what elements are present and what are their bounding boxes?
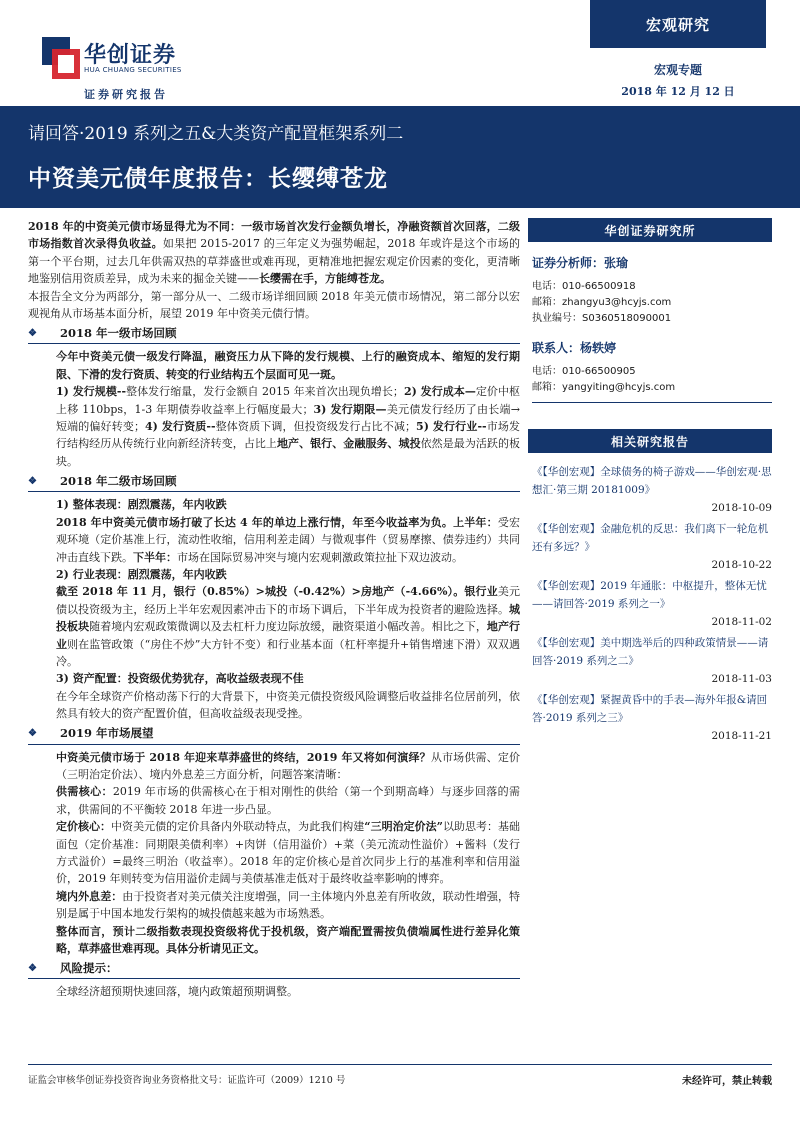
related-report-date: 2018-11-03 bbox=[711, 673, 772, 685]
point-text: 整体发行缩量，发行金额自 2015 年来首次出现负增长； bbox=[126, 385, 404, 399]
half-label: 下半年： bbox=[133, 550, 177, 564]
sidebar bbox=[528, 218, 772, 742]
industry-text: 美元债以投资级为主，经历上半年宏观因素冲击下的市场下调后，下半年成为投资者的避险选择。 bbox=[56, 585, 520, 616]
point-label: 3) 发行期限— bbox=[313, 402, 387, 416]
outlook-conclusion: 整体而言，预计二级指数表现投资级将优于投机级，资产端配置需按负债端属性进行差异化策略，草莽盛世难再现。具体分析请见正文。 bbox=[56, 924, 520, 956]
outlook-text: 中资美元债的定价具备内外联动特点，为此我们构建 bbox=[111, 820, 365, 834]
contact-name: 联系人：杨轶婷 bbox=[532, 341, 617, 355]
outlook-label: 供需核心： bbox=[56, 785, 113, 799]
summary-bold-lead: 2018 年的中资美元债市场显得尤为不同：一级市场首次发行金额负增长，净融资额首次回落，二级市场指数首次录得负收益。 bbox=[28, 220, 520, 251]
half-text: 市场在国际贸易冲突与境内宏观刺激政策拉扯下双边波动。 bbox=[177, 550, 463, 564]
overall-paragraph bbox=[56, 514, 520, 566]
supply-paragraph bbox=[56, 783, 520, 818]
point-text: 整体资质下调，但投资级发行占比不减； bbox=[215, 420, 417, 434]
summary-bold-tail: 长缨需在手，方能缚苍龙。 bbox=[259, 272, 391, 286]
outlook-label: 定价核心： bbox=[56, 820, 112, 834]
related-report[interactable] bbox=[528, 691, 772, 742]
related-report-title[interactable]: 《【华创宏观】全球债务的椅子游戏——华创宏观·思想汇·第三期 20181009》 bbox=[532, 466, 772, 496]
allocation-paragraph: 在今年全球资产价格动荡下行的大背景下，中资美元债投资级风险调整后收益排名位居前列，依然具有较大的资产配置价值，但高收益级表现受挫。 bbox=[56, 689, 520, 721]
sub-category: 宏观专题 bbox=[653, 63, 702, 77]
report-type: 证券研究报告 bbox=[84, 88, 168, 101]
related-report-title[interactable]: 《【华创宏观】美中期选举后的四种政策情景——请回答·2019 系列之二》 bbox=[532, 637, 769, 667]
contact-phone: 电话：010-66500905 bbox=[532, 366, 636, 377]
outlook-text: 从市场供需、定价（三明治定价法）、境内外息差三方面分析，问题答案清晰： bbox=[56, 750, 521, 781]
summary-text: 如果把 2015-2017 的三年定义为强势崛起，2018 年或许是这个市场的第一个平台期，过去几年供需双热的草莽盛世或难再现，更精准地把握宏观定价因素的变化，更清晰地鉴别信用资质差异，成为未来的掘金关键—— bbox=[28, 237, 521, 286]
point-label: 4) 发行资质-- bbox=[144, 420, 216, 434]
secondary-market-body bbox=[28, 496, 520, 722]
section-heading-primary bbox=[28, 324, 520, 344]
outlook-label: 境内外息差： bbox=[56, 889, 123, 903]
section-title: 2019 年市场展望 bbox=[60, 726, 154, 741]
point-label: 2) 发行成本— bbox=[403, 385, 476, 399]
outlook-text: 2019 年市场的供需核心在于相对刚性的供给（第一个到期高峰）与逐步回落的需求，供需间的不平衡较 2018 年进一步凸显。 bbox=[56, 785, 521, 816]
risk-body bbox=[28, 983, 520, 1000]
industry-label: 城投板块 bbox=[56, 602, 520, 634]
contact-email: 邮箱：yangyiting@hcyjs.com bbox=[532, 382, 676, 393]
outlook-question: 中资美元债市场于 2018 年迎来草莽盛世的终结，2019 年又将如何演绎？ bbox=[56, 750, 431, 764]
summary-paragraph-1 bbox=[28, 218, 520, 288]
half-label: 上半年： bbox=[453, 515, 498, 529]
diamond-bullet-icon: ❖ bbox=[28, 963, 37, 975]
report-date: 2018 年 12 月 12 日 bbox=[621, 85, 735, 98]
outlook-body bbox=[28, 749, 520, 958]
industry-label: 银行业 bbox=[464, 585, 498, 599]
company-name-en: HUA CHUANG SECURITIES bbox=[84, 66, 182, 74]
related-report-date: 2018-11-21 bbox=[711, 730, 772, 742]
primary-market-body bbox=[28, 348, 520, 470]
risk-text: 全球经济超预期快速回落，境内政策超预期调整。 bbox=[56, 985, 298, 999]
industry-lead: 截至 2018 年 11 月，银行（0.85%）>城投（-0.42%）>房地产（-4.66%）。 bbox=[56, 585, 465, 599]
main-content bbox=[28, 218, 520, 1001]
spread-paragraph bbox=[56, 888, 520, 923]
point-text: 定价中枢上移 110bps，1-3 年期债券收益率上行幅度最大； bbox=[56, 385, 520, 416]
related-report[interactable] bbox=[528, 634, 772, 685]
related-reports-list bbox=[528, 463, 772, 742]
outlook-text: 以助思考：基础面包（定价基准：同期限美债利率）+肉饼（信用溢价）+菜（美元流动性溢价）+酱料（发行方式溢价）=最终三明治（收益率）。2018 年的定价核心是首次同步上行的基准利率和信用溢价，2019 年则转变为信用溢价走阔与美债基准走低对于最终收益率影响的博弈。 bbox=[56, 820, 521, 886]
related-report[interactable] bbox=[528, 577, 772, 628]
half-text: 受宏观环境（定价基准上行，流动性收缩，信用利差走阔）与微观事件（贸易摩擦、债券违约）共同冲击直线下跌。 bbox=[56, 515, 520, 564]
institute-heading: 华创证券研究所 bbox=[528, 218, 772, 242]
diamond-bullet-icon: ❖ bbox=[28, 728, 37, 740]
primary-lead: 今年中资美元债一级发行降温，融资压力从下降的发行规模、上行的融资成本、缩短的发行期限、下滑的发行资质、转变的行业结构五个层面可见一斑。 bbox=[56, 350, 520, 381]
primary-points bbox=[56, 383, 520, 470]
related-report-title[interactable]: 《【华创宏观】2019 年通胀：中枢提升，整体无忧——请回答·2019 系列之一》 bbox=[532, 580, 767, 610]
industry-text: 随着境内宏观政策微调以及去杠杆力度边际放缓，融资渠道小幅改善。相比之下， bbox=[89, 620, 487, 634]
related-report-date: 2018-10-22 bbox=[711, 559, 772, 571]
point-text: 市场发行结构经历从传统行业向新经济转变，占比上 bbox=[56, 420, 520, 451]
related-report-date: 2018-11-02 bbox=[711, 616, 772, 628]
point-label: 1) 发行规模-- bbox=[56, 385, 127, 399]
industry-paragraph bbox=[56, 583, 520, 670]
diamond-bullet-icon: ❖ bbox=[28, 328, 37, 340]
footer-license: 证监会审核华创证券投资咨询业务资格批文号：证监许可（2009）1210 号 bbox=[28, 1075, 346, 1086]
point-label: 5) 发行行业-- bbox=[416, 420, 487, 434]
analyst-email: 邮箱：zhangyu3@hcyjs.com bbox=[532, 297, 672, 308]
section-title: 2018 年二级市场回顾 bbox=[60, 474, 177, 489]
related-reports-heading: 相关研究报告 bbox=[528, 429, 772, 453]
main-title: 中资美元债年度报告：长缨缚苍龙 bbox=[28, 165, 388, 192]
related-report-date: 2018-10-09 bbox=[711, 502, 772, 514]
section-title: 风险提示： bbox=[60, 961, 118, 976]
section-heading-secondary bbox=[28, 472, 520, 492]
related-report-title[interactable]: 《【华创宏观】金融危机的反思：我们离下一轮危机还有多远？》 bbox=[532, 523, 769, 553]
related-report[interactable] bbox=[528, 463, 772, 514]
footer-notice: 未经许可，禁止转载 bbox=[682, 1076, 772, 1087]
section-heading-risk bbox=[28, 959, 520, 979]
point-text: 美元债发行经历了由长端→短端的偏好转变； bbox=[56, 402, 520, 434]
series-title: 请回答·2019 系列之五&大类资产配置框架系列二 bbox=[28, 124, 404, 144]
subhead-allocation: 3) 资产配置：投资级优势犹存，高收益级表现不佳 bbox=[56, 672, 304, 686]
footer-divider bbox=[28, 1064, 772, 1065]
subhead-industry: 2) 行业表现：剧烈震荡，年内收跌 bbox=[56, 567, 227, 581]
point-text: 依然是最为活跃的板块。 bbox=[56, 437, 521, 468]
company-name: 华创证券 bbox=[84, 43, 177, 68]
analyst-license: 执业编号：S0360518090001 bbox=[532, 313, 672, 324]
section-heading-outlook bbox=[28, 725, 520, 745]
outlook-text: 由于投资者对美元债关注度增强，同一主体境内外息差有所收敛，联动性增强，特别是属于中国本地发行架构的城投债越来越为市场熟悉。 bbox=[56, 889, 521, 921]
section-title: 2018 年一级市场回顾 bbox=[60, 326, 177, 341]
analyst-phone: 电话：010-66500918 bbox=[532, 281, 636, 292]
sidebar-divider bbox=[532, 402, 772, 403]
diamond-bullet-icon: ❖ bbox=[28, 476, 37, 488]
overall-lead: 2018 年中资美元债市场打破了长达 4 年的单边上涨行情，年至今收益率为负。 bbox=[56, 515, 454, 529]
related-report-title[interactable]: 《【华创宏观】紧握黄昏中的手表—海外年报&请回答·2019 系列之三》 bbox=[532, 694, 768, 724]
industry-text: 则在监管政策（“房住不炒”大方针不变）和行业基本面（杠杆率提升+销售增速下滑）双双遇冷。 bbox=[56, 637, 521, 668]
subhead-overall: 1) 整体表现：剧烈震荡，年内收跌 bbox=[56, 498, 227, 512]
point-bold: 地产、银行、金融服务、城投 bbox=[276, 437, 421, 451]
industry-label: 地产行业 bbox=[56, 620, 521, 651]
analyst-name: 证券分析师：张瑜 bbox=[532, 256, 629, 270]
category-tab: 宏观研究 bbox=[590, 0, 766, 48]
outlook-lead bbox=[56, 749, 520, 784]
pricing-paragraph bbox=[56, 818, 520, 888]
related-report[interactable] bbox=[528, 520, 772, 571]
outlook-bold: “三明治定价法” bbox=[364, 820, 443, 834]
summary-paragraph-2: 本报告全文分为两部分，第一部分从一、二级市场详细回顾 2018 年美元债市场情况，第二部分以宏观视角从市场基本面分析，展望 2019 年中资美元债行情。 bbox=[28, 289, 520, 321]
